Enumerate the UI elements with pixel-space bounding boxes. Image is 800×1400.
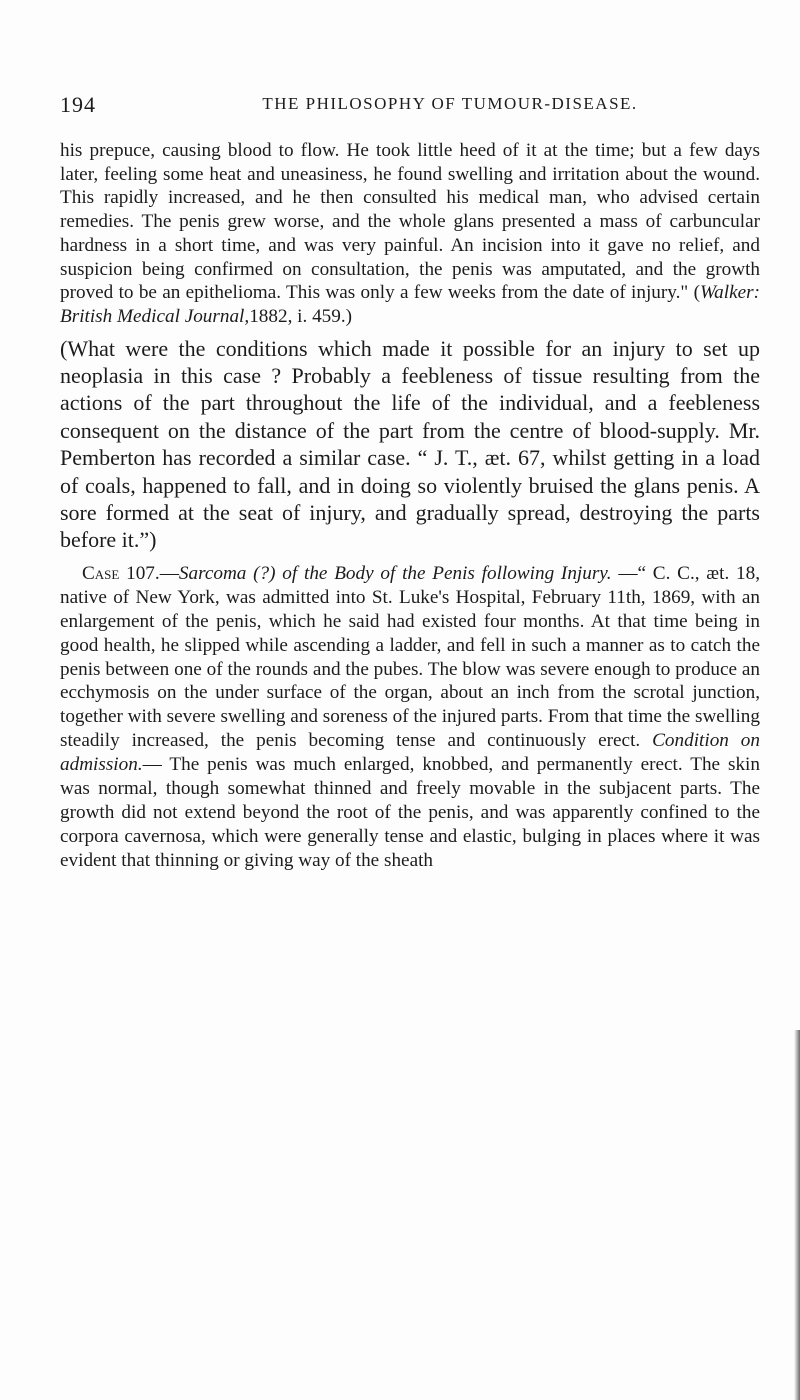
page-number: 194 xyxy=(60,92,96,117)
case-subhead: Condition on admission. xyxy=(60,730,760,776)
case-text-part-b: — The penis was much enlarged, knobbed, and permanently erect. The skin was normal, though somewhat thinned and freely movable in the subjacent parts. The growth did not extend beyond the root of the penis, and was apparently confined to the corpora cavernosa, which were generally tense and elastic, bulging in places where it was evident that thinning or giving way of the sheath xyxy=(60,754,760,871)
paragraph-text: his prepuce, causing blood to flow. He took little heed of it at the time; but a few days later, feeling some heat and uneasiness, he found swelling and irritation about the wound. This rapidly increased, and he then consulted his medical man, who advised certain remedies. The penis grew worse, and the whole glans presented a mass of carbuncular hardness in a short time, and was very painful. An incision into it gave no relief, and suspicion being confirmed on consultation, the penis was amputated, and the growth proved to be an epithelioma. This was only a few weeks from the date of injury." ( xyxy=(60,140,760,304)
page-edge-shadow xyxy=(794,1030,800,1400)
paragraph-case-107 xyxy=(60,562,760,873)
case-number: 107.— xyxy=(119,562,179,584)
case-label: Case xyxy=(82,562,120,584)
case-text-part-a: —“ C. C., æt. 18, native of New York, was admitted into St. Luke's Hospital, February 11th, 1869, with an enlargement of the penis, which he said had existed four months. At that time being in good health, he slipped while ascending a ladder, and fell in such a manner as to catch the penis between one of the rounds and the pubes. The blow was severe enough to produce an ecchymosis on the under surface of the organ, about an inch from the scrotal junction, together with severe swelling and soreness of the injured parts. From that time the swelling steadily increased, the penis becoming tense and continuously erect. xyxy=(60,562,760,752)
page-header xyxy=(60,92,760,118)
paragraph-quotation-end xyxy=(60,139,760,329)
citation-tail: 1882, i. 459.) xyxy=(249,305,353,327)
body-text xyxy=(60,139,760,873)
case-title: Sarcoma (?) of the Body of the Penis following Injury. xyxy=(178,562,612,584)
running-title: THE PHILOSOPHY OF TUMOUR-DISEASE. xyxy=(262,94,638,113)
paragraph-commentary: (What were the conditions which made it possible for an injury to set up neoplasia in this case ? Probably a feebleness of tissue resulting from the actions of the part throughout the life of the individual, and a feebleness consequent on the distance of the part from the centre of blood-supply. Mr. Pemberton has recorded a similar case. “ J. T., æt. 67, whilst getting in a load of coals, happened to fall, and in doing so violently bruised the glans penis. A sore formed at the seat of injury, and gradually spread, destroying the parts before it.”) xyxy=(60,335,760,553)
citation: Walker: British Medical Journal, xyxy=(60,282,760,327)
